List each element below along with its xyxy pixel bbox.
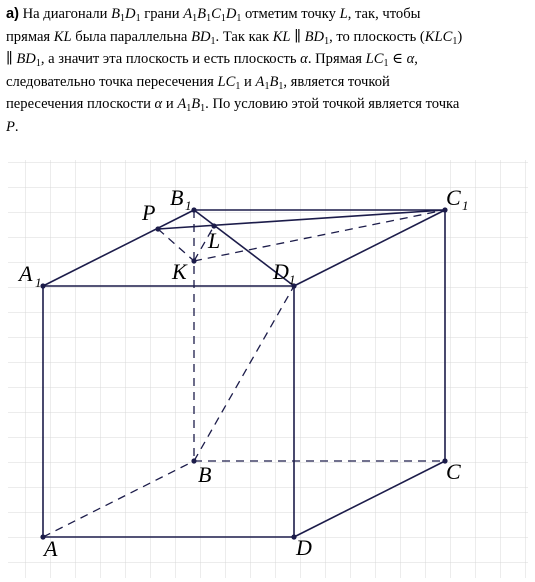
label-P: P — [142, 200, 156, 225]
svg-text:1: 1 — [185, 198, 192, 213]
problem-text — [6, 3, 528, 139]
dot-P — [155, 226, 160, 231]
dot-B — [191, 458, 196, 463]
label-B: B — [198, 462, 212, 487]
label-A: A — [44, 536, 58, 561]
text-line-4: следовательно точка пересечения $LC_1$ и $A_1B_1$, является точкой — [6, 73, 390, 92]
text-line-6: P. — [6, 118, 19, 135]
label-K: K — [172, 259, 187, 284]
dot-K — [191, 258, 196, 263]
dot-B1 — [191, 207, 196, 212]
svg-text:1: 1 — [462, 198, 469, 213]
text-line-2: прямая KL была параллельна $BD_1$. Так как KL ∥ $BD_1$, то плоскость $(KLC_1)$ — [6, 28, 463, 47]
label-D: D — [296, 535, 312, 560]
label-L: L — [208, 228, 221, 253]
text-line-3: ∥ $BD_1$, а значит эта плоскость и есть плоскость α. Прямая $LC_1$ ∈ α, — [6, 51, 418, 70]
label-D1: D — [273, 259, 289, 284]
label-B1: B — [170, 185, 184, 210]
cube-figure — [0, 148, 535, 582]
label-A1: A — [19, 261, 33, 286]
label-C1: C — [446, 185, 461, 210]
part-marker: а) — [6, 6, 19, 22]
svg-text:1: 1 — [289, 272, 296, 287]
text-line-5: пересечения плоскости α и $A_1B_1$. По условию этой точкой является точка — [6, 96, 460, 115]
text-line-1: а) На диагонали $B_1D_1$ грани $A_1B_1C_1D_1$ отметим точку L, так, чтобы — [6, 6, 421, 24]
svg-text:1: 1 — [35, 275, 42, 290]
label-C: C — [446, 459, 461, 484]
